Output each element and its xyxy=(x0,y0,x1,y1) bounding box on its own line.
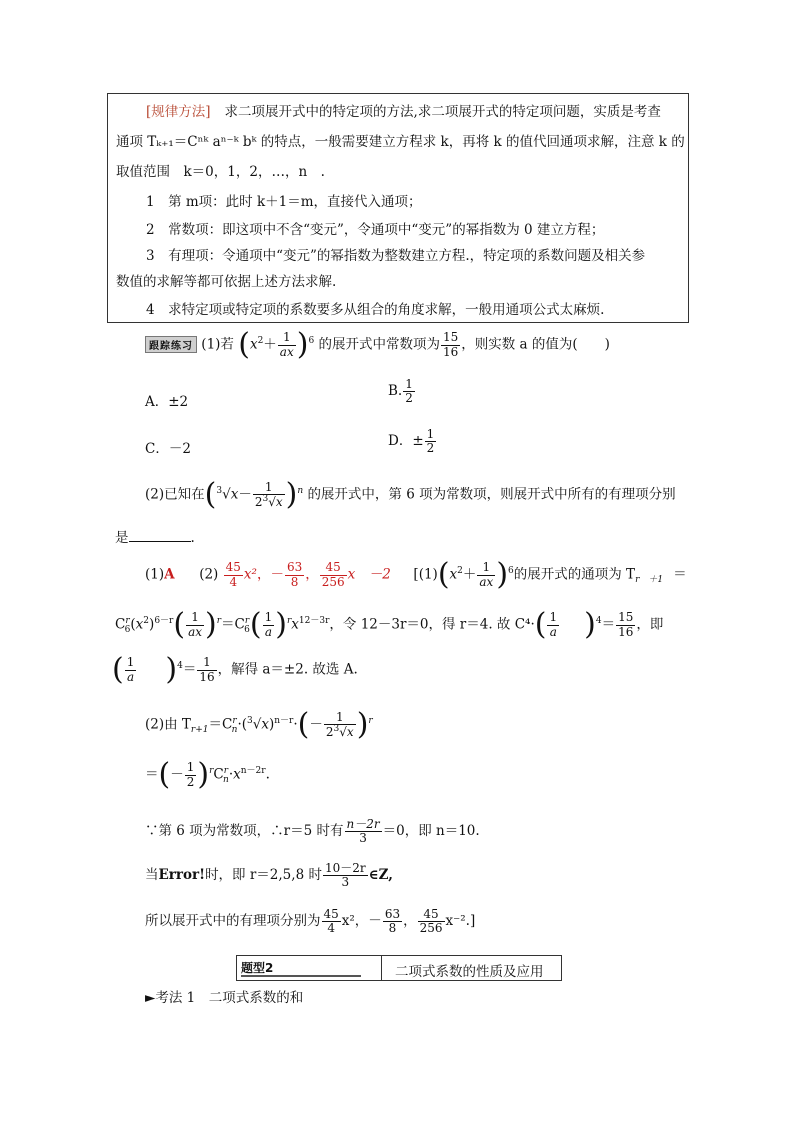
method-subtitle: ►考法 1 二项式系数的和 xyxy=(145,990,304,1006)
method-item-3-cont: 数值的求解等都可依据上述方法求解. xyxy=(116,274,337,290)
option-a: A．±2 xyxy=(145,394,189,410)
fraction: $\frac{1}{ax}$ xyxy=(279,330,294,359)
method-item-3: 3 有理项：令通项中“变元”的幂指数为整数建立方程.，特定项的系数问题及相关参 xyxy=(146,248,646,264)
error-text: Error! xyxy=(158,867,206,884)
question-type-badge: 题型2 xyxy=(241,959,361,977)
answer-line3: ( $\frac{1}{a}$ )$^4$＝ $\frac{1}{16}$ ，解得 a＝±2. 故选 A. xyxy=(112,652,358,687)
answer-1-label: (1) xyxy=(145,566,165,583)
q1-value: $\frac{15}{16}$ xyxy=(442,330,459,359)
answer-line2: $C^r_6(x^2)^{6-r}$( $\frac{1}{ax}$ )$^r=C^r_6$( $\frac{1}{a}$ )$^rx^{12-3r}$，令 12－3r＝0，得 r＝4. 故 C⁴·( $\frac{1}{a}$ )$^4$＝ $\frac{15}{16}$ ，即 xyxy=(115,607,664,642)
method-line2: 通项 Tₖ₊₁＝Cⁿᵏ aⁿ⁻ᵏ bᵏ 的特点，一般需要建立方程求 k，再将 k 的值代回通项求解，注意 k 的 xyxy=(116,134,685,150)
method-text-1: 求二项展开式中的特定项的方法,求二项展开式的特定项问题，实质是考查 xyxy=(224,104,661,120)
question-type-box xyxy=(236,955,562,981)
q1-end: ，则实数 a 的值为( ) xyxy=(461,336,610,353)
method-title: [规律方法] xyxy=(146,104,211,120)
answer-line8: 所以展开式中的有理项分别为 $\frac{45}{4}$ x²，－ $\frac{63}{8}$ ， $\frac{45}{256}$ x⁻².] xyxy=(145,907,476,936)
answer-line6: ∵第 6 项为常数项，∴r＝5 时有 $\frac{n-2r}{3}$ ＝0，即 n＝10. xyxy=(145,817,480,846)
right-paren: ) xyxy=(296,327,309,362)
method-item-4: 4 求特定项或特定项的系数要多从组合的角度求解，一般用通项公式太麻烦. xyxy=(146,302,605,318)
exercise-badge: 跟踪练习 xyxy=(145,336,197,353)
question-type-label: 二项式系数的性质及应用 xyxy=(395,964,544,980)
method-line1 xyxy=(146,100,661,120)
answer-line5: ＝(－ $\frac{1}{2}$ )$^rC^r_n\cdot x^{n-2r}$. xyxy=(145,757,270,792)
exercise-q2: (2)已知在($^3$√x－ $\frac{1}{2^3√x}$ )$^n$ 的展开式中，第 6 项为常数项，则展开式中所有的有理项分别 xyxy=(145,477,676,512)
method-line3: 取值范围 k＝0，1，2，…，n . xyxy=(116,164,325,180)
divider xyxy=(381,956,382,980)
answer-line1: (1)A (2) $\frac{45}{4}$ x²，－ $\frac{63}{8}$ ， $\frac{45}{256}$ x －2 [$(1)(x^2+$ $\frac{1}{ax}$ )$^6$的展开式的通项为 $T_{r +1}$ ＝ xyxy=(145,557,687,592)
left-paren: ( xyxy=(238,327,250,362)
option-b: B. $\frac{1}{2}$ xyxy=(388,377,413,406)
exercise-q2-end: 是 . xyxy=(115,530,195,546)
method-item-1: 1 第 m项：此时 k＋1＝m，直接代入通项； xyxy=(146,194,422,210)
answer-1-value: A xyxy=(164,566,175,583)
method-item-2: 2 常数项：即这项中不含“变元”，令通项中“变元”的幂指数为 0 建立方程； xyxy=(146,222,605,238)
q1-suffix: 的展开式中常数项为 xyxy=(318,336,440,353)
exercise-q1: 跟踪练习 (1)若 ($x^2+$ $\frac{1}{ax}$ )$^6$ 的展开式中常数项为 $\frac{15}{16}$ ，则实数 a 的值为( ) xyxy=(145,330,610,360)
answer-line4: (2)由 $T_{r+1}=C^r_n\cdot(^3√x)^{n-r}\cdot(-$ $\frac{1}{2^3√x}$ )$^r$ xyxy=(145,707,373,742)
answer-2-label: (2) xyxy=(199,566,219,583)
option-d: D．± $\frac{1}{2}$ xyxy=(388,427,435,456)
q1-prefix: (1)若 xyxy=(201,336,234,353)
option-c: C．－2 xyxy=(145,441,191,457)
answer-line7: 当Error!时，即 r＝2,5,8 时 $\frac{10-2r}{3}$ ∈Z, xyxy=(145,861,393,890)
answer-blank xyxy=(129,529,191,542)
